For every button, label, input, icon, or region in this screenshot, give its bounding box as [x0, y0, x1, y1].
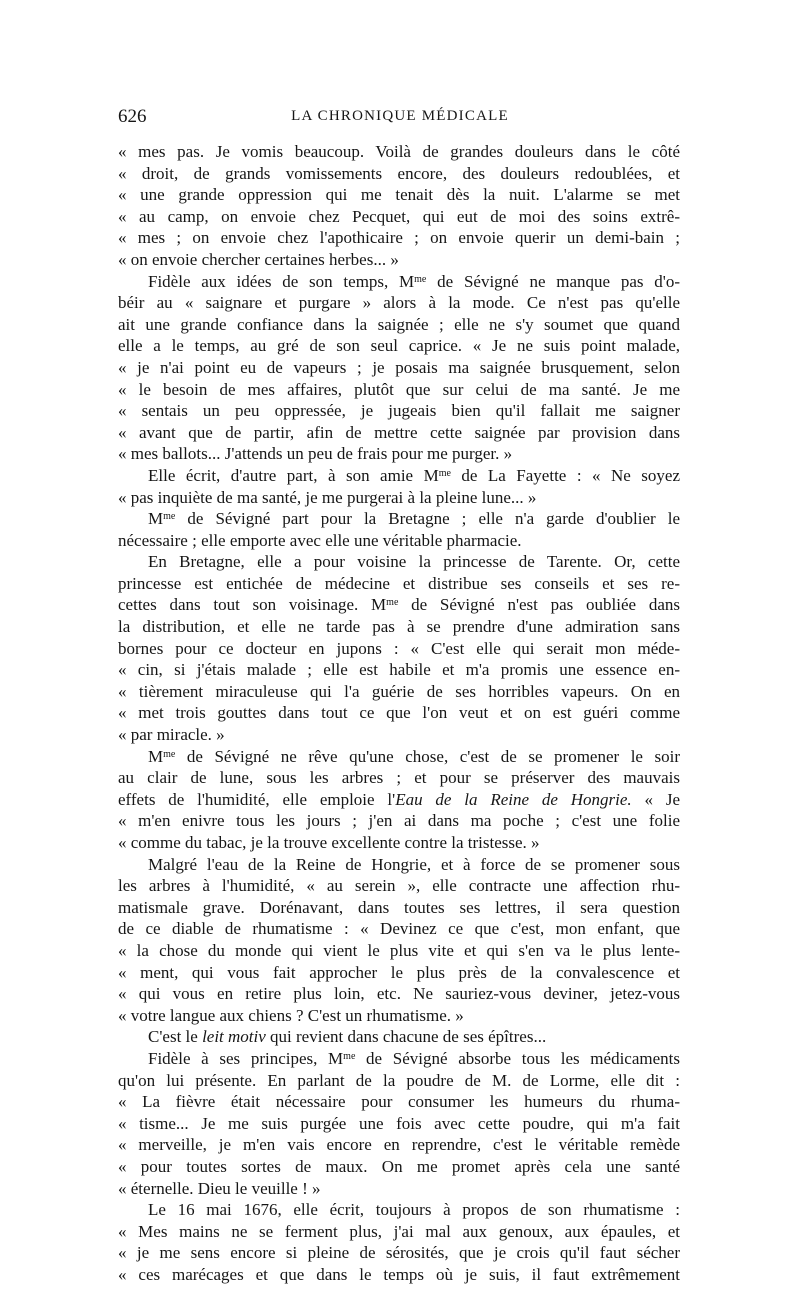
text-line [118, 508, 680, 530]
text-line: « avant que de partir, afin de mettre cette saignée par provision dans [118, 422, 680, 442]
page-number: 626 [118, 106, 147, 127]
text-line: Malgré l'eau de la Reine de Hongrie, et à force de se promener sous [148, 854, 680, 874]
text-line: les arbres à l'humidité, « au serein », elle contracte une affection rhu- [118, 876, 680, 896]
text-line [118, 746, 680, 768]
text-line: « m'en enivre tous les jours ; j'en ai dans ma poche ; c'est une folie [118, 811, 680, 831]
text-line: « droit, de grands vomissements encore, des douleurs redoublées, et [118, 163, 680, 183]
text-line: « je me sens encore si pleine de sérosités, que je crois qu'il faut sécher [118, 1243, 680, 1263]
superscript: me [414, 273, 427, 285]
text-line: matismale grave. Dorénavant, dans toutes ses lettres, il sera question [118, 897, 680, 917]
text-line: « mes ; on envoie chez l'apothicaire ; on envoie querir un demi-bain ; [118, 228, 680, 248]
italic-text: Eau de la Reine de Hongrie. [395, 789, 632, 809]
line-segment: M [148, 746, 164, 766]
text-line: nécessaire ; elle emporte avec elle une véritable pharmacie. [118, 530, 522, 550]
text-line: « cin, si j'étais malade ; elle est habile et m'a promis une essence en- [118, 660, 680, 680]
text-line: béir au « saignare et purgare » alors à la mode. Ce n'est pas qu'elle [118, 293, 680, 313]
text-line [118, 594, 680, 616]
text-line: « mes ballots... J'attends un peu de frais pour me purger. » [118, 444, 513, 464]
text-line: elle a le temps, au gré de son seul caprice. « Je ne suis point malade, [118, 336, 680, 356]
line-segment: Elle écrit, d'autre part, à son amie M [148, 465, 439, 485]
page-header [118, 106, 682, 132]
text-line: « on envoie chercher certaines herbes... » [118, 249, 399, 269]
line-segment: effets de l'humidité, elle emploie l' [118, 789, 396, 809]
italic-text: leit motiv [202, 1027, 266, 1047]
line-segment: de La Fayette : « Ne soyez [450, 465, 680, 485]
text-line: « comme du tabac, je la trouve excellente contre la tristesse. » [118, 833, 540, 852]
text-line: qu'on lui présente. En parlant de la poudre de M. de Lorme, elle dit : [118, 1070, 680, 1090]
superscript: me [386, 597, 399, 609]
text-line: « mes pas. Je vomis beaucoup. Voilà de grandes douleurs dans le côté [118, 142, 680, 161]
line-segment: cettes dans tout son voisinage. M [118, 595, 387, 615]
text-line: « au camp, on envoie chez Pecquet, qui eut de moi des soins extrê- [118, 206, 680, 226]
text-line: « la chose du monde qui vient le plus vite et qui s'en va le plus lente- [118, 940, 680, 960]
text-line: « pour toutes sortes de maux. On me promet après cela une santé [118, 1156, 680, 1176]
superscript: me [163, 511, 176, 523]
text-line: de ce diable de rhumatisme : « Devinez ce que c'est, mon enfant, que [118, 919, 680, 939]
text-line: « je n'ai point eu de vapeurs ; je posais ma saignée brusquement, selon [118, 357, 680, 377]
text-line: « ces marécages et que dans le temps où je suis, il faut extrêmement [118, 1264, 680, 1284]
text-line: ait une grande confiance dans la saignée ; elle ne s'y soumet que quand [118, 314, 680, 334]
text-line: « le besoin de mes affaires, plutôt que sur celui de ma santé. Je me [118, 379, 680, 399]
text-line: « éternelle. Dieu le veuille ! » [118, 1178, 321, 1198]
superscript: me [438, 467, 451, 479]
text-line: la distribution, et elle ne tarde pas à se prendre d'une admiration sans [118, 617, 680, 637]
text-line: « sentais un peu oppressée, je jugeais bien qu'il fallait me saigner [118, 401, 680, 421]
line-segment: Fidèle à ses principes, M [148, 1048, 344, 1068]
superscript: me [343, 1050, 356, 1062]
text-line: « ment, qui vous fait approcher le plus près de la convalescence et [118, 962, 680, 982]
text-line: En Bretagne, elle a pour voisine la princesse de Tarente. Or, cette [148, 552, 680, 572]
text-line [118, 271, 680, 293]
body-text [118, 141, 680, 1285]
line-segment: qui revient dans chacune de ses épîtres... [265, 1027, 547, 1047]
text-line: princesse est entichée de médecine et distribue ses conseils et ses re- [118, 573, 680, 593]
text-line: « tièrement miraculeuse qui l'a guérie de ses horribles vapeurs. On en [118, 681, 680, 701]
text-line: « tisme... Je me suis purgée une fois avec cette poudre, qui m'a fait [118, 1113, 680, 1133]
text-line: « une grande oppression qui me tenait dès la nuit. L'alarme se met [118, 185, 680, 205]
text-line [118, 465, 680, 487]
text-line: « La fièvre était nécessaire pour consumer les humeurs du rhuma- [118, 1092, 680, 1112]
text-line [118, 1048, 680, 1070]
line-segment: Fidèle aux idées de son temps, M [148, 271, 415, 291]
line-segment: « Je [631, 789, 680, 809]
text-line [118, 789, 680, 811]
line-segment: de Sévigné ne manque pas d'o- [426, 271, 680, 291]
line-segment: C'est le [148, 1027, 203, 1047]
text-line: « qui vous en retire plus loin, etc. Ne sauriez-vous deviner, jetez-vous [118, 984, 680, 1004]
text-line: « pas inquiète de ma santé, je me purgerai à la pleine lune... » [118, 487, 537, 507]
text-line: « Mes mains ne se ferment plus, j'ai mal aux genoux, aux épaules, et [118, 1221, 680, 1241]
line-segment: de Sévigné ne rêve qu'une chose, c'est de se promener le soir [175, 746, 680, 766]
line-segment: de Sévigné n'est pas oubliée dans [398, 595, 680, 615]
line-segment: M [148, 509, 164, 529]
text-line: bornes pour ce docteur en jupons : « C'est elle qui serait mon méde- [118, 638, 680, 658]
text-line: « met trois gouttes dans tout ce que l'on veut et on est guéri comme [118, 703, 680, 723]
text-line: « votre langue aux chiens ? C'est un rhumatisme. » [118, 1005, 464, 1025]
text-line: au clair de lune, sous les arbres ; et pour se préserver des mauvais [118, 768, 680, 788]
superscript: me [163, 748, 176, 760]
text-line: Le 16 mai 1676, elle écrit, toujours à propos de son rhumatisme : [148, 1200, 680, 1220]
line-segment: de Sévigné part pour la Bretagne ; elle n'a garde d'oublier le [175, 509, 680, 529]
text-line [118, 1026, 680, 1048]
text-line: « par miracle. » [118, 725, 225, 745]
running-title: LA CHRONIQUE MÉDICALE [291, 108, 509, 124]
line-segment: de Sévigné absorbe tous les médicaments [355, 1048, 680, 1068]
text-line: « merveille, je m'en vais encore en reprendre, c'est le véritable remède [118, 1135, 680, 1155]
